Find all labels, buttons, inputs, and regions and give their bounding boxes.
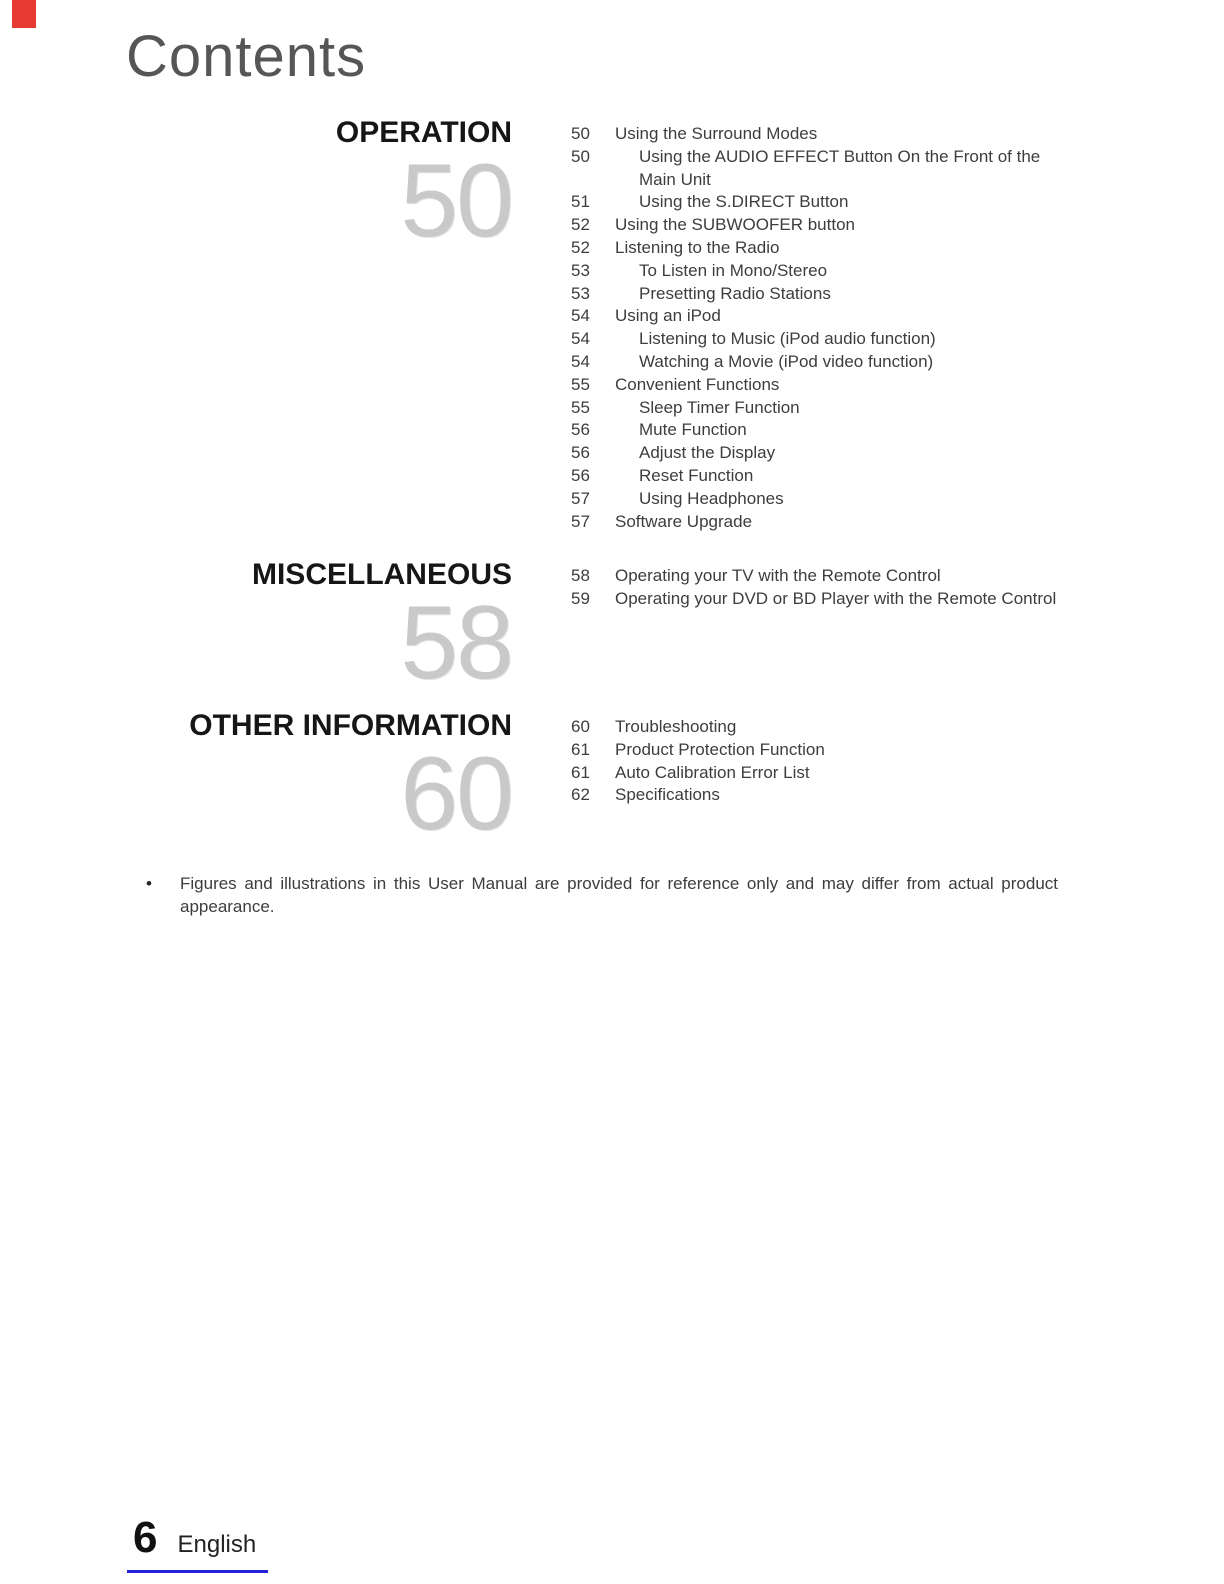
- ghost-page-number: 60: [400, 736, 512, 852]
- toc-entry-label: To Listen in Mono/Stereo: [639, 260, 828, 280]
- page-footer: [133, 1513, 257, 1562]
- toc-entry-label: Using the AUDIO EFFECT Button On the Front of the Main Unit: [639, 146, 1041, 189]
- toc-entry: [571, 328, 1061, 351]
- toc-entry: [571, 488, 1061, 511]
- toc-entry-label: Using the Surround Modes: [615, 124, 818, 143]
- toc-entry-label: Presetting Radio Stations: [639, 283, 831, 303]
- toc-entry-label: Using Headphones: [639, 488, 784, 508]
- section-heading: MISCELLANEOUS: [251, 558, 512, 591]
- toc-entry: [571, 465, 1061, 488]
- toc-entry-label: Using the SUBWOOFER button: [615, 215, 855, 235]
- toc-entry-page-number: 55: [571, 397, 590, 417]
- footnote-text: Figures and illustrations in this User Manual are provided for reference only and may differ from actual product appearance.: [180, 874, 1058, 916]
- page-title: Contents: [126, 24, 367, 89]
- toc-entry: [571, 442, 1061, 465]
- toc-entry-page-number: 60: [571, 717, 590, 736]
- section-heading-column: [0, 116, 512, 259]
- toc-entry: [571, 588, 1061, 611]
- toc-entry-page-number: 57: [571, 488, 590, 508]
- toc-entry-page-number: 55: [571, 374, 590, 394]
- toc-entry-page-number: 50: [571, 124, 590, 143]
- toc-entry-page-number: 54: [571, 306, 590, 326]
- toc-entry-label: Specifications: [615, 785, 720, 805]
- toc-entry: [571, 511, 1061, 534]
- toc-entry: [571, 214, 1061, 237]
- section-heading: OPERATION: [335, 116, 512, 149]
- toc-entry-label: Convenient Functions: [615, 374, 780, 394]
- toc-entry: [571, 397, 1061, 420]
- toc-entry-label: Watching a Movie (iPod video function): [639, 351, 934, 371]
- toc-entry-label: Listening to Music (iPod audio function): [639, 329, 936, 349]
- toc-entry-page-number: 53: [571, 260, 590, 280]
- red-corner-scan-mark: [12, 0, 36, 28]
- toc-entry: [571, 283, 1061, 306]
- ghost-page-number: 58: [400, 585, 512, 701]
- toc-entry: [571, 237, 1061, 260]
- toc-entry-label: Auto Calibration Error List: [615, 762, 810, 782]
- toc-entry: [571, 123, 1061, 146]
- toc-entry: [571, 260, 1061, 283]
- toc-entry: [571, 419, 1061, 442]
- toc-entry-label: Product Protection Function: [615, 739, 825, 759]
- toc-entry: [571, 146, 1061, 192]
- toc-entry: [571, 716, 1061, 739]
- toc-entry: [571, 565, 1061, 588]
- ghost-page-number: 50: [400, 143, 512, 259]
- toc-entry-page-number: 51: [571, 192, 590, 212]
- toc-entry-page-number: 61: [571, 762, 590, 782]
- toc-entry-label: Adjust the Display: [639, 443, 776, 463]
- toc-entry-label: Operating your TV with the Remote Control: [615, 566, 941, 585]
- footer-rule: [127, 1570, 268, 1573]
- toc-entry-page-number: 50: [571, 146, 590, 166]
- toc-entry-label: Using the S.DIRECT Button: [639, 192, 849, 212]
- toc-entry-page-number: 52: [571, 215, 590, 235]
- toc-entry: [571, 351, 1061, 374]
- section-entries: [571, 118, 1061, 533]
- toc-section-other-information: [0, 709, 1100, 852]
- toc-entry-label: Listening to the Radio: [615, 237, 780, 257]
- bullet-icon: •: [146, 874, 152, 893]
- toc-entry-label: Troubleshooting: [615, 717, 737, 736]
- toc-entry-page-number: 53: [571, 283, 590, 303]
- toc-entry-page-number: 52: [571, 237, 590, 257]
- footer-language-label: English: [177, 1531, 257, 1558]
- toc-entry: [571, 305, 1061, 328]
- toc-entry: [571, 784, 1061, 807]
- toc-section-operation: [0, 118, 1100, 533]
- toc-entry-page-number: 56: [571, 465, 590, 485]
- toc-entry: [571, 739, 1061, 762]
- toc-entry-label: Using an iPod: [615, 306, 721, 326]
- toc-entry-page-number: 57: [571, 511, 590, 531]
- toc-entry: [571, 762, 1061, 785]
- toc-entry-label: Software Upgrade: [615, 511, 753, 531]
- footer-page-number: 6: [133, 1513, 158, 1562]
- toc-entry-label: Mute Function: [639, 420, 747, 440]
- toc-entry-page-number: 56: [571, 443, 590, 463]
- toc-entry-page-number: 61: [571, 739, 590, 759]
- section-heading: OTHER INFORMATION: [189, 709, 512, 742]
- toc-entry-page-number: 62: [571, 785, 590, 805]
- toc-entry-page-number: 54: [571, 351, 590, 371]
- toc-entry: [571, 374, 1061, 397]
- section-entries: [571, 711, 1061, 807]
- toc-section-miscellaneous: [0, 558, 1100, 701]
- toc-entry-page-number: 58: [571, 566, 590, 585]
- toc-entry-page-number: 54: [571, 329, 590, 349]
- toc-entry-label: Sleep Timer Function: [639, 397, 800, 417]
- toc-entry-label: Reset Function: [639, 465, 754, 485]
- section-heading-column: [0, 558, 512, 701]
- footnote: [146, 872, 1058, 918]
- section-heading-column: [0, 709, 512, 852]
- section-entries: [571, 560, 1061, 611]
- toc-entry-page-number: 59: [571, 588, 590, 608]
- toc-entry-label: Operating your DVD or BD Player with the Remote Control: [615, 588, 1057, 608]
- toc-entry: [571, 191, 1061, 214]
- toc-entry-page-number: 56: [571, 420, 590, 440]
